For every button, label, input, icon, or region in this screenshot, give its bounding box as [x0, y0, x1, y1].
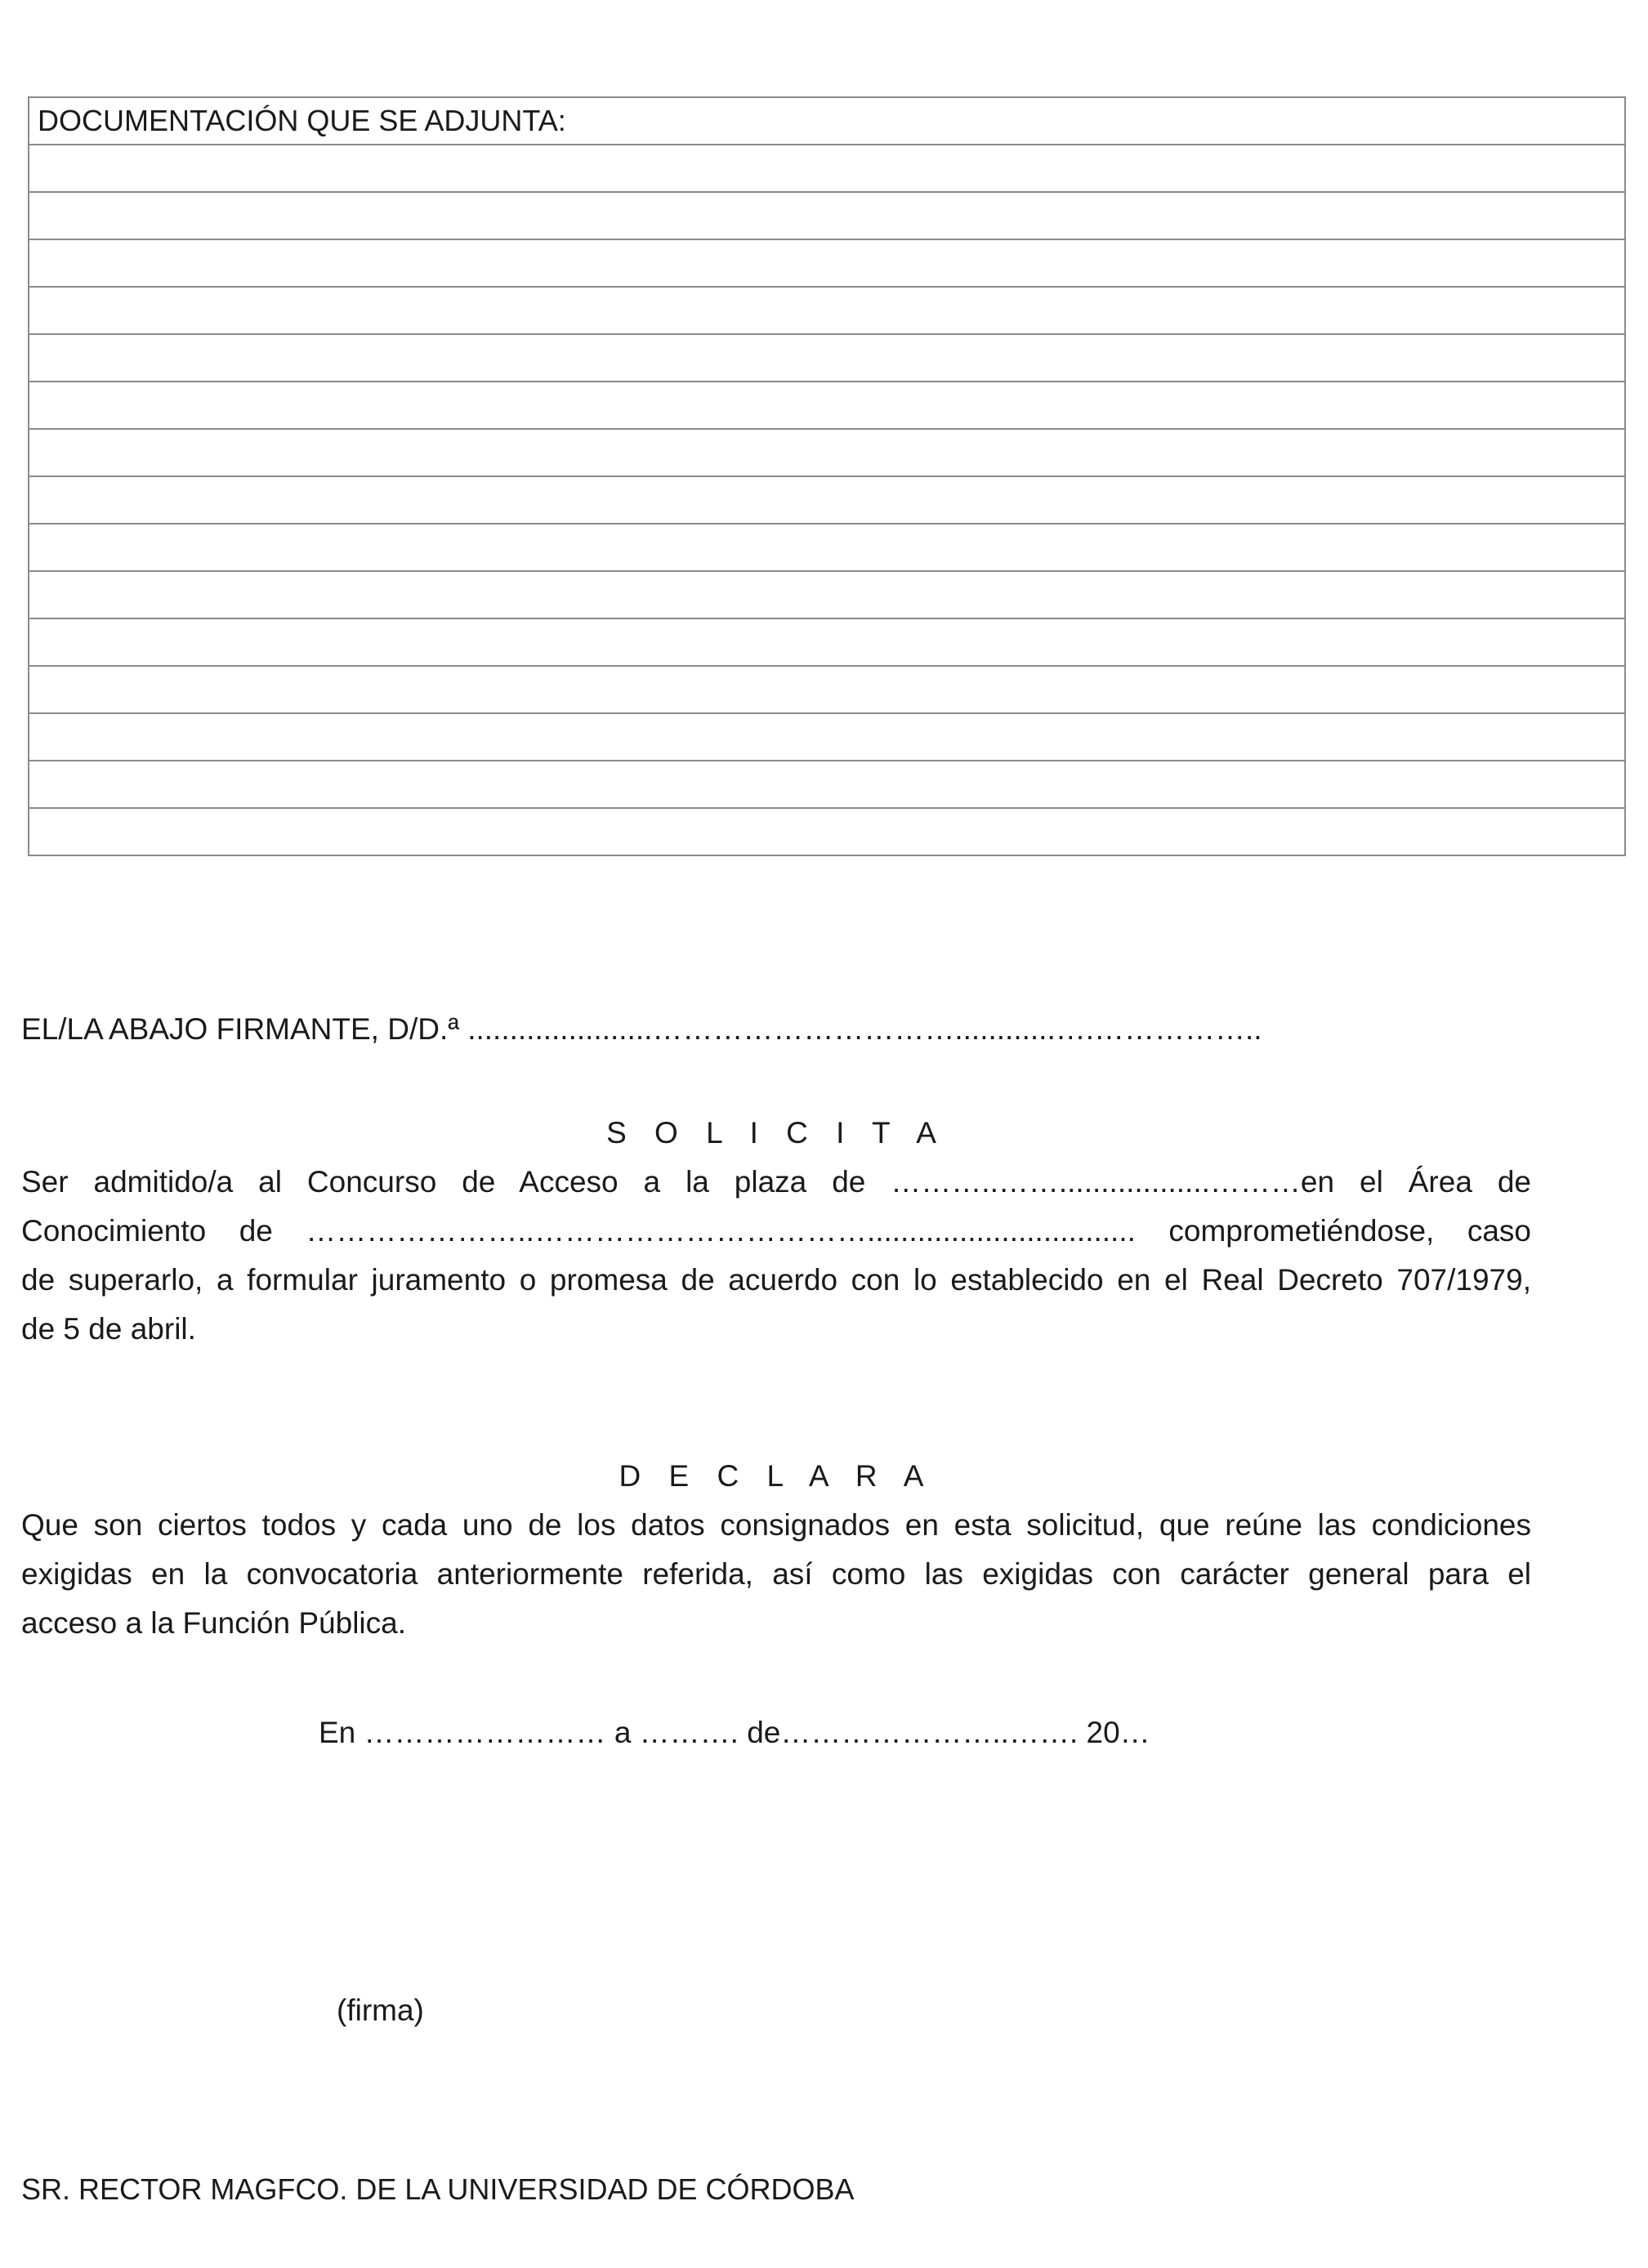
- table-row[interactable]: [29, 476, 1625, 524]
- table-row[interactable]: [29, 287, 1625, 334]
- table-row[interactable]: [29, 334, 1625, 382]
- blank-entry-cell[interactable]: [29, 524, 1625, 571]
- table-row[interactable]: [29, 618, 1625, 666]
- solicita-line: de 5 de abril.: [21, 1312, 196, 1346]
- addressee: SR. RECTOR MAGFCO. DE LA UNIVERSIDAD DE CÓRDOBA: [21, 2172, 855, 2206]
- declara-heading: D E C L A R A: [619, 1459, 934, 1493]
- table-row[interactable]: [29, 192, 1625, 239]
- blank-entry-cell[interactable]: [29, 334, 1625, 382]
- table-row[interactable]: [29, 666, 1625, 713]
- blank-entry-cell[interactable]: [29, 429, 1625, 476]
- table-row[interactable]: [29, 761, 1625, 808]
- blank-entry-cell[interactable]: [29, 145, 1625, 192]
- blank-entry-cell[interactable]: [29, 571, 1625, 618]
- table-row[interactable]: [29, 808, 1625, 855]
- blank-entry-cell[interactable]: [29, 476, 1625, 524]
- table-row[interactable]: [29, 524, 1625, 571]
- date-place-line: En …………………… a ………. de…………………..……. 20…: [319, 1716, 1150, 1749]
- declara-line: Que son ciertos todos y cada uno de los datos consignados en esta solicitud, que reúne las condiciones: [21, 1508, 1531, 1542]
- solicita-line: Ser admitido/a al Concurso de Acceso a la plaza de ………..……..................………en el Área de: [21, 1165, 1531, 1199]
- blank-entry-cell[interactable]: [29, 382, 1625, 429]
- table-row[interactable]: [29, 713, 1625, 761]
- blank-entry-cell[interactable]: [29, 808, 1625, 855]
- table-row[interactable]: [29, 571, 1625, 618]
- signature-label: (firma): [337, 1993, 424, 2027]
- solicita-paragraph: [21, 1158, 1531, 1354]
- blank-entry-cell[interactable]: [29, 287, 1625, 334]
- declara-line: exigidas en la convocatoria anteriormente referida, así como las exigidas con carácter general para el: [21, 1557, 1531, 1591]
- table-row[interactable]: [29, 429, 1625, 476]
- documentation-header: DOCUMENTACIÓN QUE SE ADJUNTA:: [29, 97, 1625, 145]
- table-row[interactable]: [29, 239, 1625, 287]
- solicita-line: Conocimiento de …………………..……………………………................................ comprometiéndose, caso: [21, 1214, 1531, 1248]
- blank-entry-cell[interactable]: [29, 713, 1625, 761]
- declara-paragraph: [21, 1501, 1531, 1648]
- table-header-row: [29, 97, 1625, 145]
- blank-entry-cell[interactable]: [29, 761, 1625, 808]
- solicita-heading: S O L I C I T A: [606, 1116, 946, 1150]
- blank-entry-cell[interactable]: [29, 618, 1625, 666]
- attached-documentation-table: [28, 96, 1626, 856]
- blank-entry-cell[interactable]: [29, 666, 1625, 713]
- blank-entry-cell[interactable]: [29, 192, 1625, 239]
- table-row[interactable]: [29, 382, 1625, 429]
- solicita-line: de superarlo, a formular juramento o promesa de acuerdo con lo establecido en el Real Decreto 707/1979,: [21, 1263, 1531, 1297]
- declara-line: acceso a la Función Pública.: [21, 1606, 406, 1640]
- blank-entry-cell[interactable]: [29, 239, 1625, 287]
- table-row[interactable]: [29, 145, 1625, 192]
- signer-line: EL/LA ABAJO FIRMANTE, D/D.ª ......................…………………………............….……………..: [21, 1012, 1262, 1046]
